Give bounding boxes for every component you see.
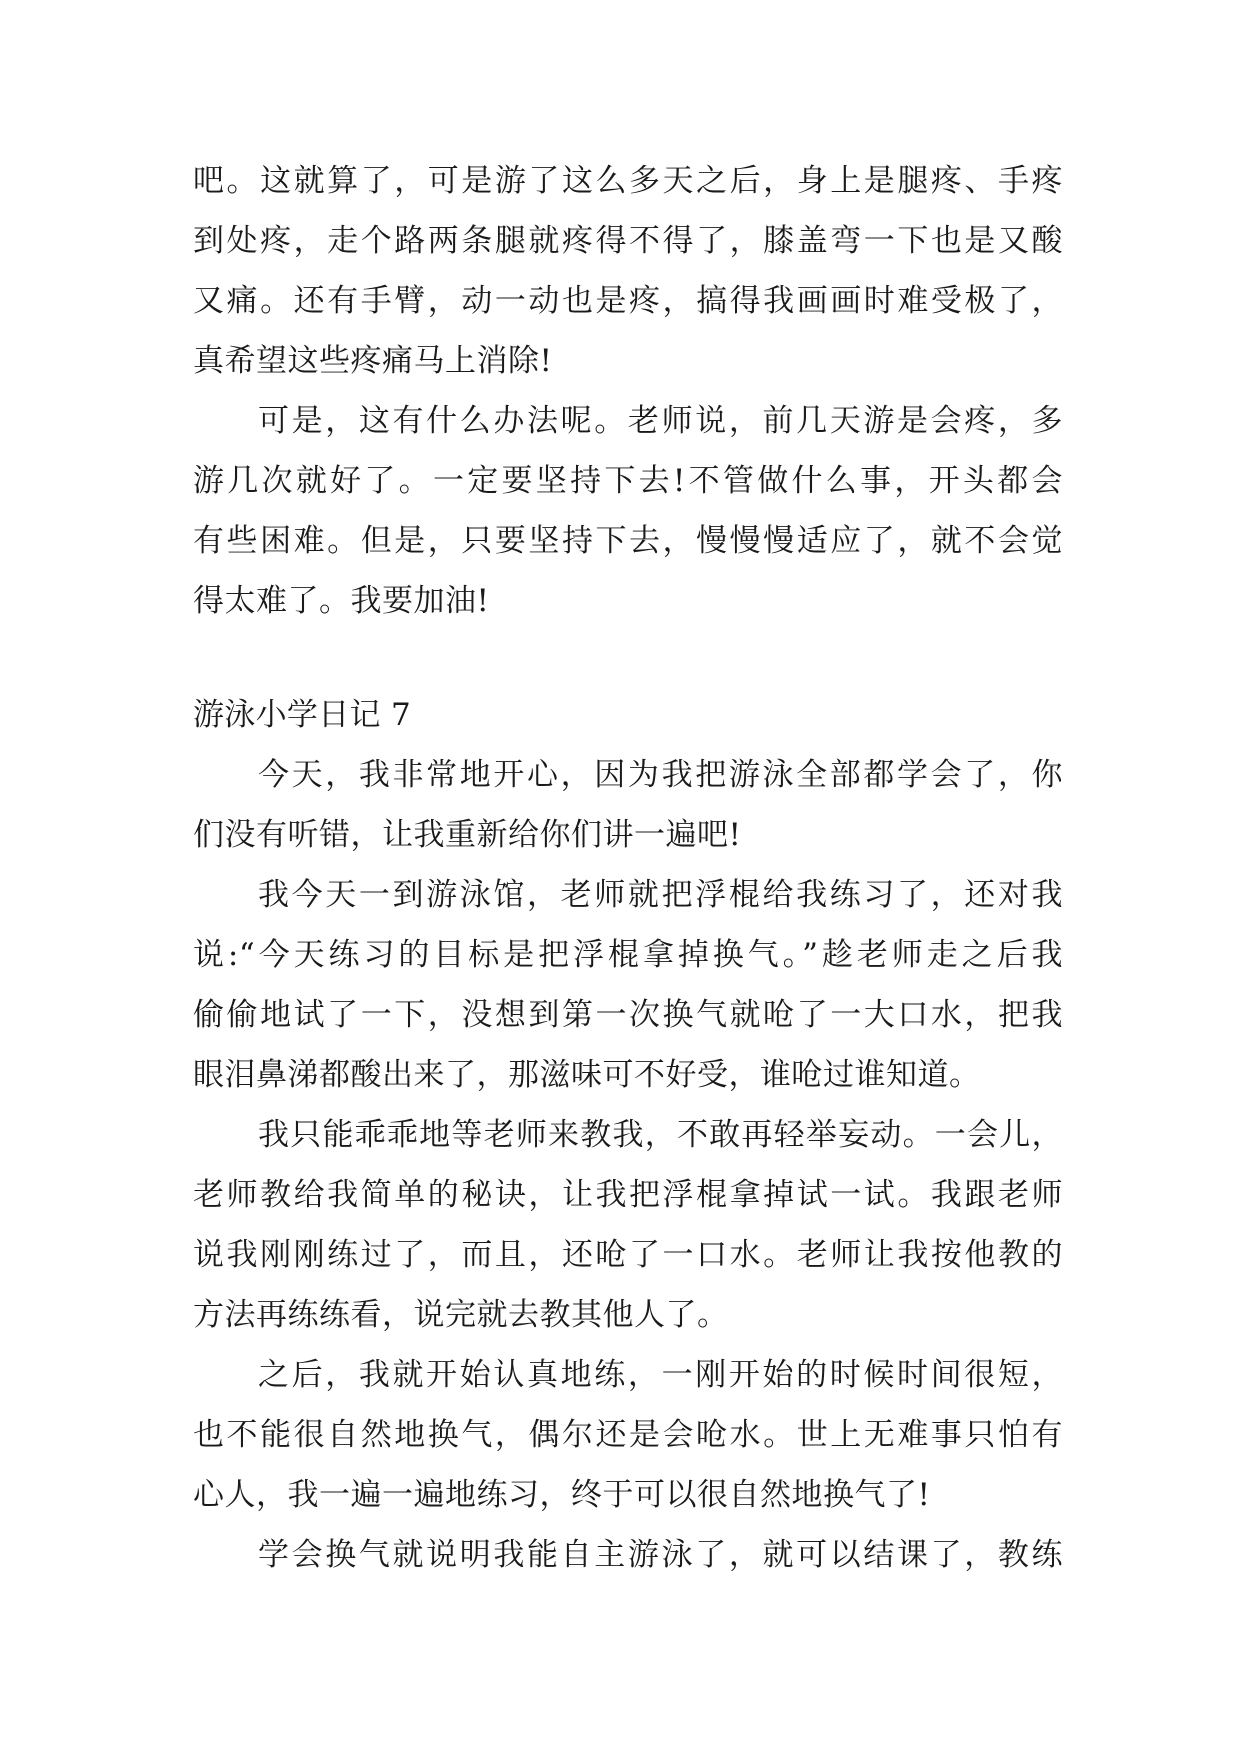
text-line: 偷偷地试了一下，没想到第一次换气就呛了一大口水，把我 (193, 997, 1063, 1033)
text-line: 学会换气就说明我能自主游泳了，就可以结课了，教练 (258, 1537, 1063, 1573)
text-line: 心人，我一遍一遍地练习，终于可以很自然地换气了! (193, 1477, 931, 1513)
text-line: 到处疼，走个路两条腿就疼得不得了，膝盖弯一下也是又酸 (193, 223, 1063, 259)
text-line: 也不能很自然地换气，偶尔还是会呛水。世上无难事只怕有 (193, 1417, 1063, 1453)
text-line: 今天，我非常地开心，因为我把游泳全部都学会了，你 (258, 757, 1063, 793)
text-line: 方法再练练看，说完就去教其他人了。 (193, 1297, 729, 1333)
text-line: 们没有听错，让我重新给你们讲一遍吧! (193, 817, 742, 853)
text-line: 有些困难。但是，只要坚持下去，慢慢慢适应了，就不会觉 (193, 523, 1063, 559)
text-line: 老师教给我简单的秘诀，让我把浮棍拿掉试一试。我跟老师 (193, 1177, 1063, 1213)
text-line: 可是，这有什么办法呢。老师说，前几天游是会疼，多 (258, 403, 1063, 439)
text-line: 之后，我就开始认真地练，一刚开始的时候时间很短， (258, 1357, 1063, 1393)
text-line: 吧。这就算了，可是游了这么多天之后，身上是腿疼、手疼 (193, 163, 1063, 199)
text-line: 说我刚刚练过了，而且，还呛了一口水。老师让我按他教的 (193, 1237, 1063, 1273)
text-line: 得太难了。我要加油! (193, 583, 490, 619)
text-line: 又痛。还有手臂，动一动也是疼，搞得我画画时难受极了， (193, 283, 1063, 319)
text-line: 真希望这些疼痛马上消除! (193, 343, 553, 379)
text-line: 游几次就好了。一定要坚持下去!不管做什么事，开头都会 (193, 463, 1063, 499)
text-line: 说:“今天练习的目标是把浮棍拿掉换气。”趁老师走之后我 (193, 937, 1063, 973)
text-line: 我今天一到游泳馆，老师就把浮棍给我练习了，还对我 (258, 877, 1063, 913)
section-heading: 游泳小学日记 7 (193, 697, 411, 733)
text-line: 我只能乖乖地等老师来教我，不敢再轻举妄动。一会儿， (258, 1117, 1063, 1153)
text-line: 眼泪鼻涕都酸出来了，那滋味可不好受，谁呛过谁知道。 (193, 1057, 981, 1093)
